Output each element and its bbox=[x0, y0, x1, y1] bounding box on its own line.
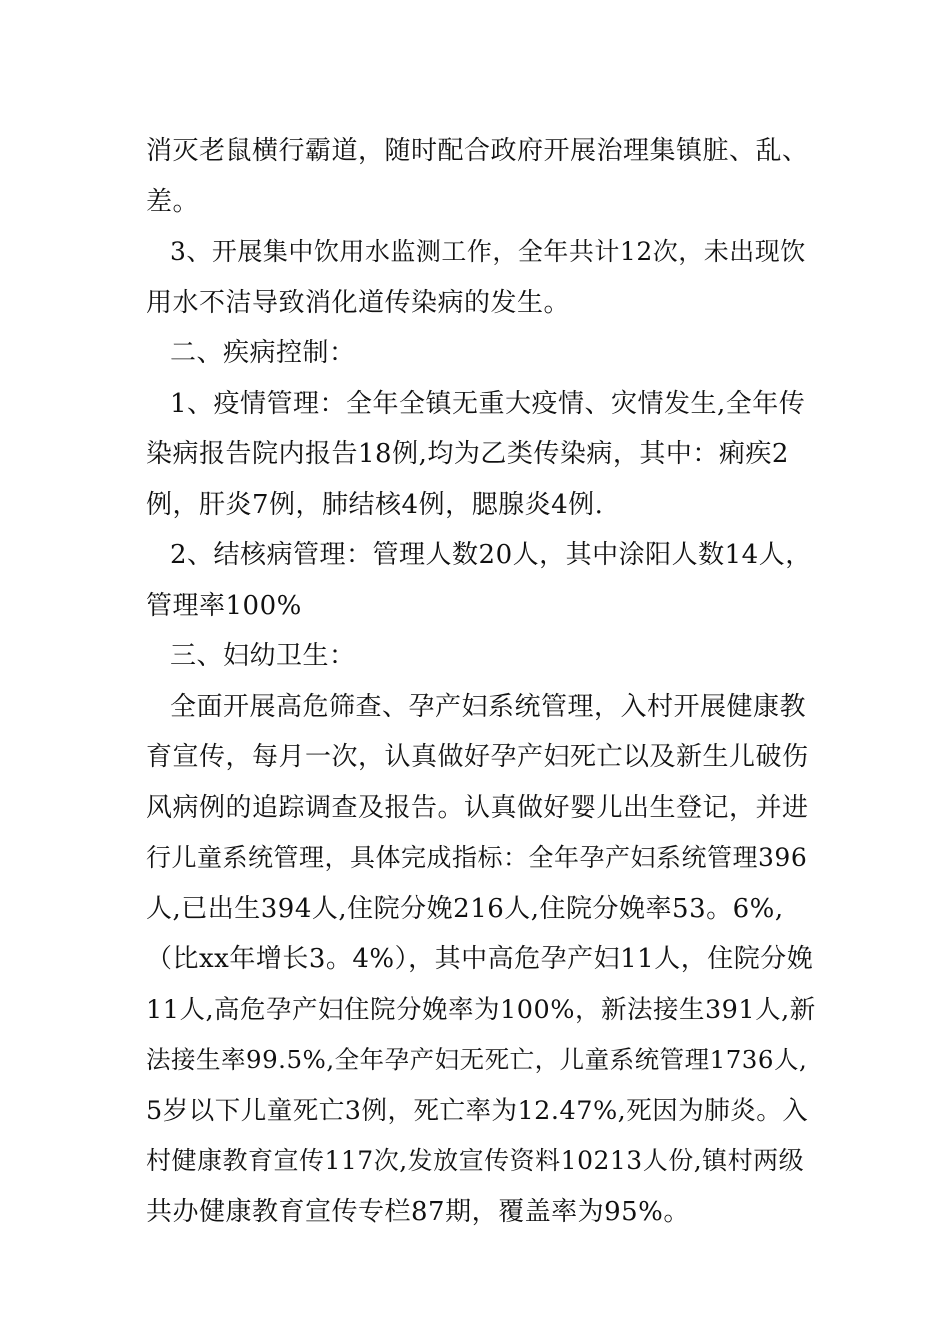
text-line: 差。 bbox=[146, 186, 200, 217]
text-line: 共办健康教育宣传专栏87期，覆盖率为95%。 bbox=[146, 1196, 690, 1227]
text-line: 风病例的追踪调查及报告。认真做好婴儿出生登记，并进 bbox=[146, 792, 809, 823]
text-line: 11人,高危孕产妇住院分娩率为100%，新法接生391人,新 bbox=[146, 994, 816, 1025]
text-line: 育宣传，每月一次，认真做好孕产妇死亡以及新生儿破伤 bbox=[146, 742, 809, 772]
text-line: 1、疫情管理：全年全镇无重大疫情、灾情发生,全年传 bbox=[170, 388, 806, 419]
text-line: 5岁以下儿童死亡3例，死亡率为12.47%,死因为肺炎。入 bbox=[146, 1095, 809, 1126]
section-heading: 三、妇幼卫生： bbox=[170, 641, 356, 671]
text-line: 消灭老鼠横行霸道，随时配合政府开展治理集镇脏、乱、 bbox=[146, 136, 809, 166]
text-line: 例，肝炎7例，肺结核4例，腮腺炎4例. bbox=[146, 489, 604, 520]
section-heading: 二、疾病控制： bbox=[170, 338, 356, 368]
text-line: 染病报告院内报告18例,均为乙类传染病，其中：痢疾2 bbox=[146, 439, 789, 469]
text-line: 人,已出生394人,住院分娩216人,住院分娩率53。6%, bbox=[146, 893, 784, 924]
body-text bbox=[146, 126, 816, 1237]
text-line: 全面开展高危筛查、孕产妇系统管理，入村开展健康教 bbox=[170, 691, 807, 722]
text-line: 村健康教育宣传117次,发放宣传资料10213人份,镇村两级 bbox=[146, 1146, 805, 1175]
text-line: 用水不洁导致消化道传染病的发生。 bbox=[146, 287, 571, 318]
text-line: 行儿童系统管理，具体完成指标：全年孕产妇系统管理396 bbox=[146, 843, 808, 872]
text-line: 2、结核病管理：管理人数20人，其中涂阳人数14人， bbox=[170, 540, 812, 570]
text-line: 3、开展集中饮用水监测工作，全年共计12次，未出现饮 bbox=[170, 237, 806, 266]
text-line: 法接生率99.5%,全年孕产妇无死亡，儿童系统管理1736人, bbox=[146, 1045, 808, 1074]
text-line: 管理率100% bbox=[146, 590, 302, 621]
text-line: （比xx年增长3。4%），其中高危孕产妇11人，住院分娩 bbox=[146, 944, 814, 974]
